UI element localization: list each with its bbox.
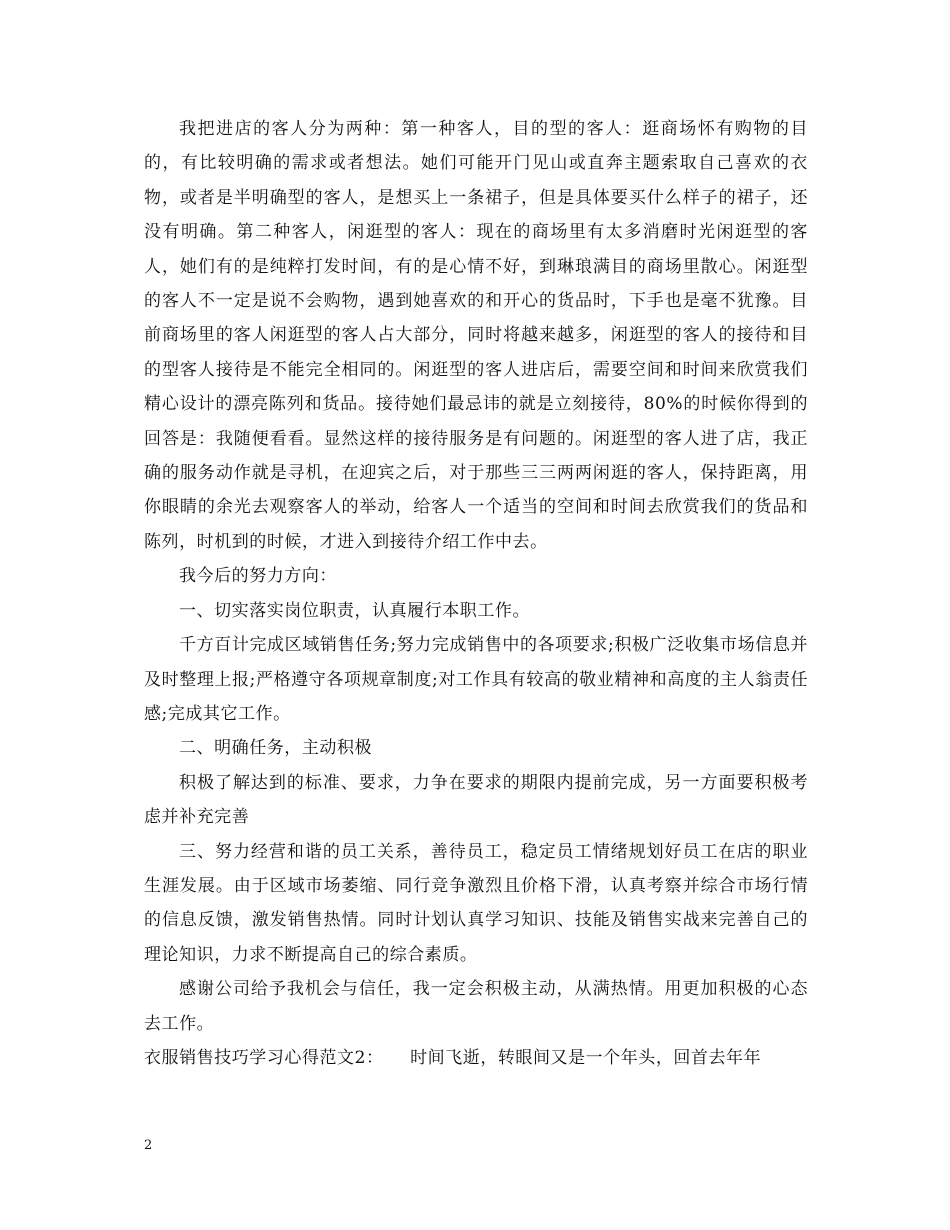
paragraph-future-direction: 我今后的努力方向： (179, 566, 337, 587)
paragraph-thanks: 感谢公司给予我机会与信任，我一定会积极主动，从满热情。用更加积极的心态去工作。 (144, 979, 808, 1034)
paragraph-sales-tasks: 千方百计完成区域销售任务;努力完成销售中的各项要求;积极广泛收集市场信息并及时整理上报;严格遵守各项规章制度;对工作具有较高的敬业精神和高度的主人翁责任感;完成其它工作。 (144, 635, 808, 724)
paragraph-standards: 积极了解达到的标准、要求，力争在要求的期限内提前完成，另一方面要积极考虑并补充完善 (144, 772, 808, 828)
document-body (144, 112, 808, 1075)
paragraph-customer-types: 我把进店的客人分为两种：第一种客人，目的型的客人：逛商场怀有购物的目的，有比较明确的需求或者想法。她们可能开门见山或直奔主题索取自己喜欢的衣物，或者是半明确型的客人，是想买上一条裙子，但是具体要买什么样子的裙子，还没有明确。第二种客人，闲逛型的客人：现在的商场里有太多消磨时光闲逛型的客人，她们有的是纯粹打发时间，有的是心情不好，到琳琅满目的商场里散心。闲逛型的客人不一定是说不会购物，遇到她喜欢的和开心的货品时，下手也是毫不犹豫。目前商场里的客人闲逛型的客人占大部分，同时将越来越多，闲逛型的客人的接待和目的型客人接待是不能完全相同的。闲逛型的客人进店后，需要空间和时间来欣赏我们精心设计的漂亮陈列和货品。接待她们最忌讳的就是立刻接待，80%的时候你得到的回答是：我随便看看。显然这样的接待服务是有问题的。闲逛型的客人进了店，我正确的服务动作就是寻机，在迎宾之后，对于那些三三两两闲逛的客人，保持距离，用你眼睛的余光去观察客人的举动，给客人一个适当的空间和时间去欣赏我们的货品和陈列，时机到的时候，才进入到接待介绍工作中去。 (144, 119, 808, 552)
paragraph-heading-one: 一、切实落实岗位职责，认真履行本职工作。 (179, 600, 530, 621)
paragraph-employee-relations: 三、努力经营和谐的员工关系，善待员工，稳定员工情绪规划好员工在店的职业生涯发展。由于区域市场萎缩、同行竞争激烈且价格下滑，认真考察并综合市场行情的信息反馈，激发销售热情。同时计划认真学习知识、技能及销售实战来完善自己的理论知识，力求不断提高自己的综合素质。 (144, 841, 808, 965)
paragraph-heading-two: 二、明确任务，主动积极 (179, 738, 373, 759)
page-number: 2 (144, 1138, 153, 1153)
paragraph-sample-two: 衣服销售技巧学习心得范文2： 时间飞逝，转眼间又是一个年头，回首去年年 (144, 1047, 762, 1068)
